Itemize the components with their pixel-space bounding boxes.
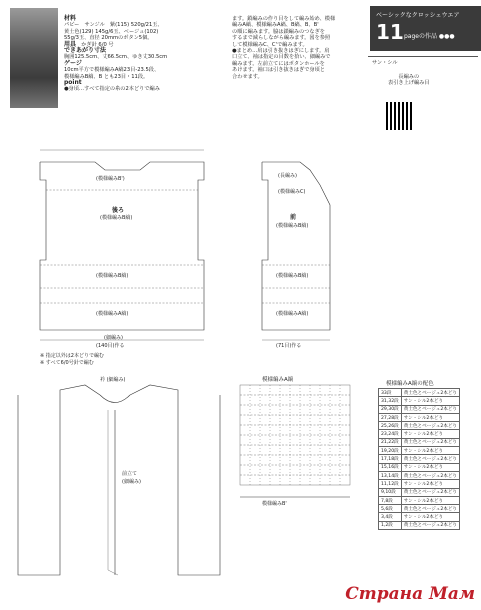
- watermark-logo: Страна Мам: [345, 584, 475, 604]
- front-bottom-dim: (71目)作る: [276, 343, 302, 349]
- row-number-cell: 7,8段: [379, 496, 402, 504]
- color-cell: 黄土色とベージュ2本どり: [401, 505, 459, 513]
- stitch-chart: [240, 385, 350, 497]
- color-table-row: [379, 447, 460, 455]
- row-number-cell: 5,6段: [379, 505, 402, 513]
- instruction-line: あけます。袖口は引き抜きはぎで身頃と: [232, 67, 325, 74]
- color-cell: サン・シル2本どり: [401, 413, 459, 421]
- instruction-line: の順に編みます。脇は鎖編みのつなぎを: [232, 28, 325, 35]
- row-number-cell: 15,16段: [379, 463, 402, 471]
- color-cell: サン・シル2本どり: [401, 496, 459, 504]
- row-number-cell: 11,12段: [379, 480, 402, 488]
- color-cell: サン・シル2本どり: [401, 480, 459, 488]
- row-number-cell: 17,18段: [379, 455, 402, 463]
- back-bottom-dim: (140目)作る: [96, 343, 125, 349]
- materials-line: パピー サンジル 紫(115) 520g/21玉、: [64, 22, 163, 29]
- instruction-line: 口立て、袖は指定の目数を拾い、細編みで: [232, 54, 331, 61]
- color-table-title: 模様編みA縞の配色: [386, 381, 434, 387]
- color-table: [378, 388, 460, 530]
- instruction-line: ●まとめ…肩は引き抜きはぎにします。肩: [232, 48, 330, 55]
- color-table-row: [379, 463, 460, 471]
- front-c-label: (模様編みC): [278, 189, 306, 195]
- front-title: 前: [290, 214, 297, 221]
- color-table-row: [379, 397, 460, 405]
- color-cell: サン・シル2本どり: [401, 430, 459, 438]
- color-cell: 黄土色とベージュ2本どり: [401, 422, 459, 430]
- color-cell: サン・シル2本どり: [401, 447, 459, 455]
- chart-sub-label: 模様編みB': [262, 501, 287, 507]
- size-title: できあがり寸法: [64, 47, 107, 55]
- color-cell: サン・シル2本どり: [401, 397, 459, 405]
- tools-title: 用具: [64, 40, 77, 48]
- color-cell: 黄土色とベージュ2本どり: [401, 389, 459, 397]
- color-table-row: [379, 480, 460, 488]
- tools-text: かぎ針 6/0 号: [81, 41, 114, 48]
- row-number-cell: 21,22段: [379, 438, 402, 446]
- row-number-cell: 27,28段: [379, 413, 402, 421]
- series-number: 11: [376, 20, 404, 44]
- materials-title: 材料: [64, 15, 77, 22]
- color-cell: 黄土色とベージュ2本どり: [401, 521, 459, 529]
- back-pattern-label: (模様編みB縞): [100, 215, 133, 221]
- color-table-row: [379, 455, 460, 463]
- back-lower-pattern-label: (模様編みA縞): [96, 311, 129, 317]
- page-label: pageの作品 ●●●: [404, 33, 455, 40]
- front-mid-pattern-label: (模様編みB縞): [276, 273, 309, 279]
- row-number-cell: 9,10段: [379, 488, 402, 496]
- point-text: ●身頃…すべて指定の糸の2本どりで編み: [64, 86, 160, 93]
- note-line: ※ 指定以外は2本どりで編む: [40, 353, 104, 359]
- row-number-cell: 31,32段: [379, 397, 402, 405]
- qr-caption-line: 表引き上げ編み目: [388, 80, 430, 87]
- color-cell: サン・シル2本どり: [401, 463, 459, 471]
- neck-label: (長編み): [278, 173, 297, 179]
- color-cell: サン・シル2本どり: [401, 513, 459, 521]
- front-lower-pattern-label: (模様編みA縞): [276, 311, 309, 317]
- gauge-line: 模様編みB縞、B とも23目・11段。: [64, 73, 149, 80]
- chart-title: 模様編みA縞: [262, 377, 294, 383]
- color-table-row: [379, 471, 460, 479]
- row-number-cell: 1,2段: [379, 521, 402, 529]
- color-table-row: [379, 513, 460, 521]
- color-table-row: [379, 430, 460, 438]
- row-number-cell: 29,30段: [379, 405, 402, 413]
- series-title: ベーシックなクロッシェウエア: [376, 12, 460, 19]
- row-number-cell: 19,20段: [379, 447, 402, 455]
- size-text: 胸囲125.5cm、丈66.5cm、ゆき丈30.5cm: [64, 54, 168, 61]
- row-number-cell: 33段: [379, 389, 402, 397]
- color-cell: 黄土色とベージュ2本どり: [401, 405, 459, 413]
- row-number-cell: 13,14段: [379, 471, 402, 479]
- front-pattern-label: (模様編みB縞): [276, 223, 309, 229]
- color-cell: 黄土色とベージュ2本どり: [401, 455, 459, 463]
- point-title: point: [64, 79, 82, 87]
- instruction-line: 合わせます。: [232, 73, 263, 80]
- collar-label: 衿 (細編み): [100, 377, 126, 383]
- instruction-line: するまで減らしながら編みます。図を参照: [232, 35, 331, 42]
- note-line: ※ すべて6/0号針で編む: [40, 360, 94, 366]
- back-upper-pattern-label: (模様編みB'): [96, 176, 125, 182]
- qr-caption-line: 長編みの: [398, 74, 420, 80]
- back-hem-label: (細編み): [104, 335, 123, 341]
- front-band-sub-label: (細編み): [122, 479, 141, 485]
- yarn-note: サン・シル: [372, 60, 398, 66]
- color-table-row: [379, 405, 460, 413]
- materials-line: 55g/3玉、直径 20mmのボタン5個。: [64, 35, 153, 42]
- instruction-line: 編みA縞、模様編みA縞、B縞、B、B': [232, 22, 319, 29]
- color-table-row: [379, 413, 460, 421]
- back-mid-pattern-label: (模様編みB縞): [96, 273, 129, 279]
- color-cell: 黄土色とベージュ2本どり: [401, 488, 459, 496]
- color-table-row: [379, 422, 460, 430]
- front-band-label: 前立て: [122, 471, 138, 477]
- row-number-cell: 3,4段: [379, 513, 402, 521]
- color-table-row: [379, 438, 460, 446]
- color-table-row: [379, 496, 460, 504]
- gauge-line: 10cm平方で模様編みA縞23目-23.5段、: [64, 67, 160, 74]
- gauge-title: ゲージ: [64, 59, 82, 67]
- instruction-line: 編みます。左前立てにはボタンホールを: [232, 60, 325, 67]
- assembly-outline: [18, 385, 220, 575]
- row-number-cell: 23,24段: [379, 430, 402, 438]
- color-cell: 黄土色とベージュ2本どり: [401, 471, 459, 479]
- color-table-row: [379, 505, 460, 513]
- back-title: 後ろ: [112, 207, 125, 214]
- color-table-row: [379, 488, 460, 496]
- materials-line: 黄土色(129) 145g/6玉、ベージュ(102): [64, 28, 159, 35]
- color-table-row: [379, 521, 460, 529]
- instruction-line: ます。鎖編みの作り目をして編み始め、模様: [232, 16, 336, 22]
- row-number-cell: 25,26段: [379, 422, 402, 430]
- color-cell: 黄土色とベージュ2本どり: [401, 438, 459, 446]
- color-table-row: [379, 389, 460, 397]
- instruction-line: して模様編みC、C'で編みます。: [232, 41, 308, 48]
